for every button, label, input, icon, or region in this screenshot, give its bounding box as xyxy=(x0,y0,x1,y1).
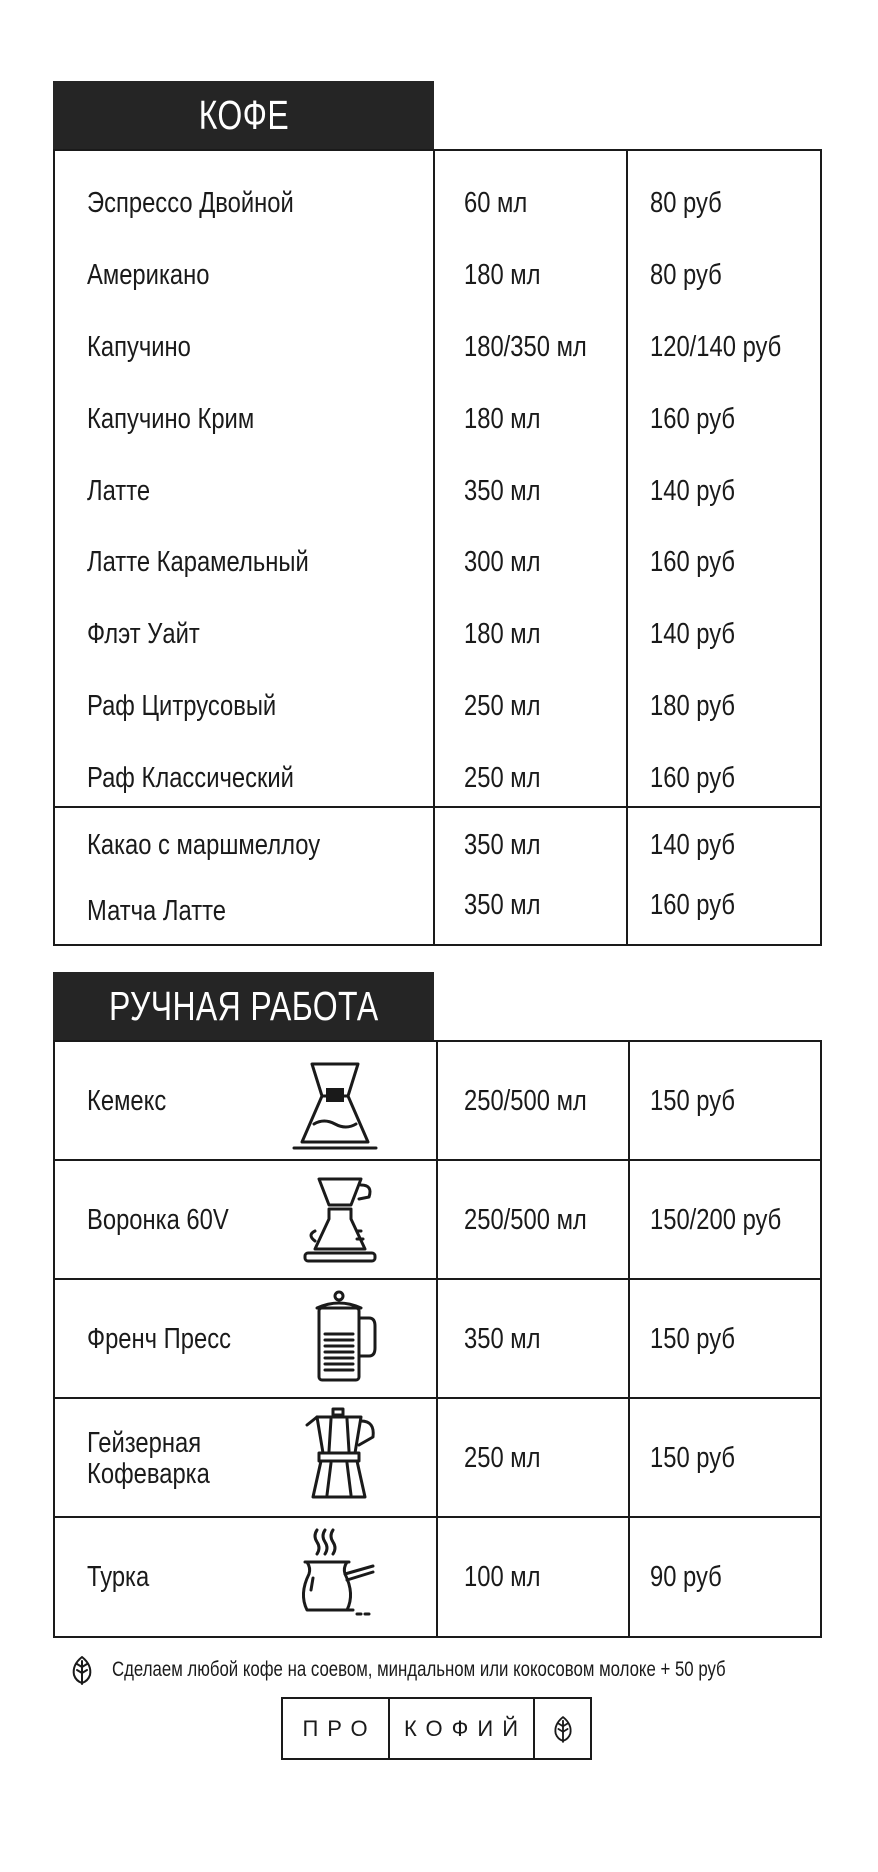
item-volume: 100 мл xyxy=(464,1561,541,1593)
item-price: 140 руб xyxy=(650,618,736,650)
item-name: Френч Пресс xyxy=(87,1323,231,1355)
item-volume: 250/500 мл xyxy=(464,1085,587,1117)
item-volume: 180 мл xyxy=(464,403,541,435)
item-name: Латте xyxy=(87,475,151,507)
item-name: Какао с маршмеллоу xyxy=(87,829,321,861)
item-name: Турка xyxy=(87,1561,150,1593)
note-text: Сделаем любой кофе на соевом, миндальном или кокосовом молоке + 50 руб xyxy=(112,1658,726,1681)
leaf-icon xyxy=(70,1655,94,1685)
plant-milk-note xyxy=(70,1652,878,1688)
item-volume: 250 мл xyxy=(464,762,541,794)
item-volume: 350 мл xyxy=(464,1323,541,1355)
table-row xyxy=(55,1518,820,1637)
item-name: Гейзерная xyxy=(87,1427,202,1459)
item-volume: 60 мл xyxy=(464,187,528,219)
manual-brew-table xyxy=(53,1040,822,1638)
item-name: Капучино xyxy=(87,331,191,363)
v60-dripper-icon xyxy=(295,1171,385,1267)
item-volume: 300 мл xyxy=(464,546,541,578)
item-name: Латте Карамельный xyxy=(87,546,309,578)
item-name-line2: Кофеварка xyxy=(87,1458,210,1490)
item-name: Кемекс xyxy=(87,1085,167,1117)
item-price: 180 руб xyxy=(650,690,736,722)
item-price: 80 руб xyxy=(650,187,722,219)
item-name: Эспрессо Двойной xyxy=(87,187,294,219)
item-name: Раф Цитрусовый xyxy=(87,690,277,722)
item-price: 160 руб xyxy=(650,889,736,921)
logo-word-kofiy: КОФИЙ xyxy=(390,1699,535,1758)
table-row xyxy=(55,1161,820,1280)
item-volume: 250 мл xyxy=(464,1442,541,1474)
item-volume: 350 мл xyxy=(464,889,541,921)
item-volume: 350 мл xyxy=(464,475,541,507)
item-price: 140 руб xyxy=(650,475,736,507)
item-name: Капучино Крим xyxy=(87,403,255,435)
item-volume: 250 мл xyxy=(464,690,541,722)
item-price: 150 руб xyxy=(650,1442,736,1474)
column-divider xyxy=(433,151,435,944)
item-name: Американо xyxy=(87,259,210,291)
item-price: 150/200 руб xyxy=(650,1204,782,1236)
item-price: 160 руб xyxy=(650,762,736,794)
french-press-icon xyxy=(297,1290,387,1386)
manual-brew-section-title: РУЧНАЯ РАБОТА xyxy=(53,972,434,1040)
moka-pot-icon xyxy=(295,1407,385,1503)
item-name: Раф Классический xyxy=(87,762,294,794)
item-price: 160 руб xyxy=(650,546,736,578)
item-price: 140 руб xyxy=(650,829,736,861)
table-row xyxy=(55,1042,820,1161)
leaf-icon xyxy=(535,1699,590,1758)
logo-word-pro: ПРО xyxy=(283,1699,390,1758)
brand-logo xyxy=(281,1697,592,1760)
item-price: 150 руб xyxy=(650,1323,736,1355)
coffee-table xyxy=(53,149,822,946)
coffee-section-title: КОФЕ xyxy=(53,81,434,149)
item-volume: 350 мл xyxy=(464,829,541,861)
row-divider xyxy=(55,806,820,808)
item-name: Воронка 60V xyxy=(87,1204,229,1236)
turkish-cezve-icon xyxy=(291,1526,381,1622)
item-price: 80 руб xyxy=(650,259,722,291)
item-volume: 180 мл xyxy=(464,259,541,291)
item-price: 90 руб xyxy=(650,1561,722,1593)
item-volume: 180/350 мл xyxy=(464,331,587,363)
item-price: 160 руб xyxy=(650,403,736,435)
item-name: Флэт Уайт xyxy=(87,618,200,650)
item-volume: 180 мл xyxy=(464,618,541,650)
item-price: 150 руб xyxy=(650,1085,736,1117)
item-price: 120/140 руб xyxy=(650,331,782,363)
table-row xyxy=(55,1280,820,1399)
table-row xyxy=(55,1399,820,1518)
column-divider xyxy=(626,151,628,944)
item-volume: 250/500 мл xyxy=(464,1204,587,1236)
item-name: Матча Латте xyxy=(87,895,226,927)
chemex-icon xyxy=(290,1058,380,1154)
